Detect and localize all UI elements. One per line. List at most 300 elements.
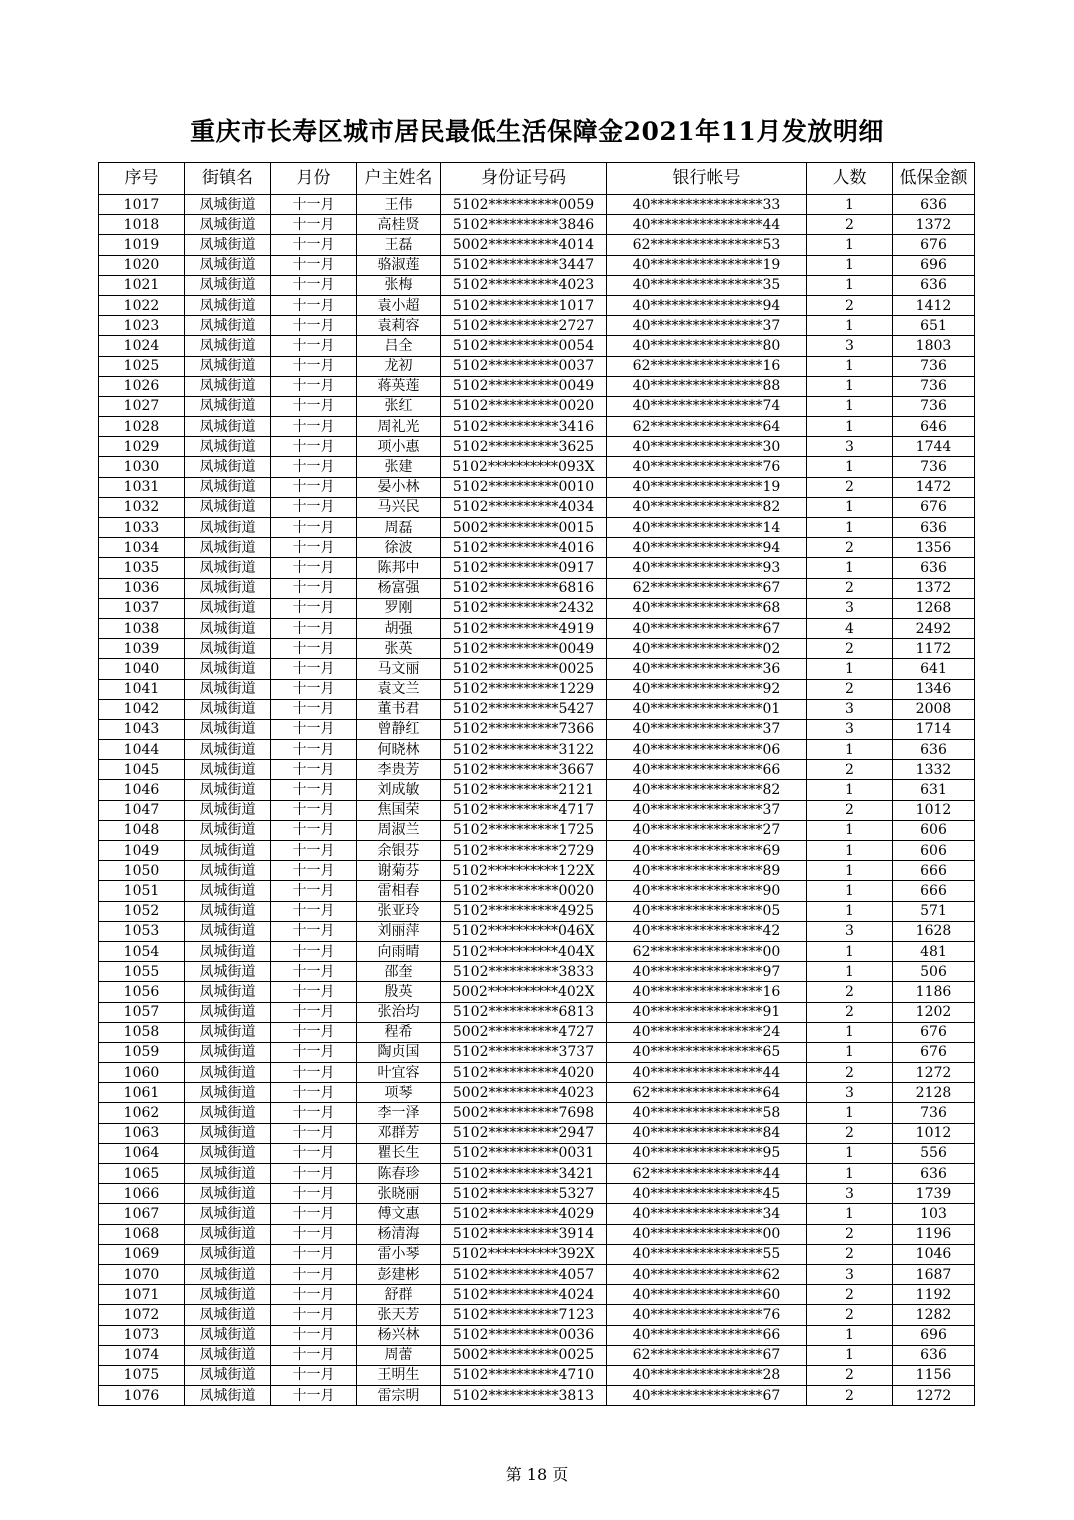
table-row [99, 578, 975, 598]
table-row [99, 275, 975, 295]
table-row [99, 982, 975, 1002]
amount-cell: 641 [893, 659, 975, 679]
street-cell: 凤城街道 [185, 1103, 271, 1123]
people-count-cell: 1 [807, 558, 893, 578]
serial-cell: 1063 [99, 1123, 185, 1143]
month-cell: 十一月 [271, 861, 357, 881]
table-row [99, 1164, 975, 1184]
householder-cell: 雷小琴 [357, 1244, 441, 1264]
amount-cell: 1356 [893, 538, 975, 558]
householder-cell: 王伟 [357, 195, 441, 215]
amount-cell: 1687 [893, 1264, 975, 1284]
header-cell: 人数 [807, 163, 893, 195]
amount-cell: 1739 [893, 1184, 975, 1204]
bank-account-cell: 40****************74 [607, 396, 807, 416]
month-cell: 十一月 [271, 760, 357, 780]
amount-cell: 636 [893, 275, 975, 295]
bank-account-cell: 40****************34 [607, 1204, 807, 1224]
street-cell: 凤城街道 [185, 396, 271, 416]
id-number-cell: 5102**********1017 [441, 295, 607, 315]
id-number-cell: 5102**********1229 [441, 679, 607, 699]
street-cell: 凤城街道 [185, 1042, 271, 1062]
amount-cell: 1192 [893, 1285, 975, 1305]
id-number-cell: 5102**********3914 [441, 1224, 607, 1244]
month-cell: 十一月 [271, 1022, 357, 1042]
serial-cell: 1051 [99, 881, 185, 901]
people-count-cell: 1 [807, 1022, 893, 1042]
serial-cell: 1073 [99, 1325, 185, 1345]
serial-cell: 1022 [99, 295, 185, 315]
month-cell: 十一月 [271, 316, 357, 336]
bank-account-cell: 40****************44 [607, 215, 807, 235]
id-number-cell: 5102**********3667 [441, 760, 607, 780]
householder-cell: 陈邦中 [357, 558, 441, 578]
serial-cell: 1044 [99, 740, 185, 760]
street-cell: 凤城街道 [185, 941, 271, 961]
table-row [99, 659, 975, 679]
amount-cell: 736 [893, 356, 975, 376]
table-row [99, 598, 975, 618]
month-cell: 十一月 [271, 982, 357, 1002]
table-row [99, 215, 975, 235]
id-number-cell: 5102**********3421 [441, 1164, 607, 1184]
serial-cell: 1033 [99, 518, 185, 538]
householder-cell: 何晓林 [357, 740, 441, 760]
table-row [99, 1264, 975, 1284]
id-number-cell: 5102**********3846 [441, 215, 607, 235]
header-cell: 户主姓名 [357, 163, 441, 195]
id-number-cell: 5102**********046X [441, 921, 607, 941]
amount-cell: 636 [893, 1164, 975, 1184]
header-cell: 低保金额 [893, 163, 975, 195]
id-number-cell: 5102**********6816 [441, 578, 607, 598]
people-count-cell: 1 [807, 740, 893, 760]
month-cell: 十一月 [271, 558, 357, 578]
serial-cell: 1017 [99, 195, 185, 215]
bank-account-cell: 62****************44 [607, 1164, 807, 1184]
people-count-cell: 2 [807, 1365, 893, 1385]
serial-cell: 1075 [99, 1365, 185, 1385]
bank-account-cell: 40****************60 [607, 1285, 807, 1305]
serial-cell: 1021 [99, 275, 185, 295]
street-cell: 凤城街道 [185, 1143, 271, 1163]
street-cell: 凤城街道 [185, 558, 271, 578]
amount-cell: 1282 [893, 1305, 975, 1325]
people-count-cell: 2 [807, 982, 893, 1002]
id-number-cell: 5102**********1725 [441, 820, 607, 840]
table-row [99, 941, 975, 961]
month-cell: 十一月 [271, 295, 357, 315]
householder-cell: 李贵芳 [357, 760, 441, 780]
id-number-cell: 5102**********0025 [441, 659, 607, 679]
householder-cell: 傅文惠 [357, 1204, 441, 1224]
bank-account-cell: 40****************16 [607, 982, 807, 1002]
table-body [99, 195, 975, 1406]
id-number-cell: 5102**********3813 [441, 1386, 607, 1406]
bank-account-cell: 40****************68 [607, 598, 807, 618]
amount-cell: 736 [893, 376, 975, 396]
householder-cell: 杨清海 [357, 1224, 441, 1244]
table-row [99, 1022, 975, 1042]
people-count-cell: 2 [807, 1224, 893, 1244]
street-cell: 凤城街道 [185, 841, 271, 861]
people-count-cell: 3 [807, 1264, 893, 1284]
table-row [99, 1345, 975, 1365]
people-count-cell: 2 [807, 1305, 893, 1325]
table-row [99, 558, 975, 578]
serial-cell: 1059 [99, 1042, 185, 1062]
month-cell: 十一月 [271, 962, 357, 982]
bank-account-cell: 40****************94 [607, 295, 807, 315]
table-row [99, 1386, 975, 1406]
id-number-cell: 5102**********4710 [441, 1365, 607, 1385]
serial-cell: 1048 [99, 820, 185, 840]
bank-account-cell: 40****************67 [607, 618, 807, 638]
householder-cell: 周淑兰 [357, 820, 441, 840]
amount-cell: 666 [893, 881, 975, 901]
bank-account-cell: 40****************94 [607, 538, 807, 558]
amount-cell: 1372 [893, 215, 975, 235]
householder-cell: 张梅 [357, 275, 441, 295]
amount-cell: 696 [893, 1325, 975, 1345]
id-number-cell: 5102**********4024 [441, 1285, 607, 1305]
table-row [99, 639, 975, 659]
people-count-cell: 1 [807, 962, 893, 982]
id-number-cell: 5102**********4034 [441, 497, 607, 517]
amount-cell: 696 [893, 255, 975, 275]
header-cell: 银行帐号 [607, 163, 807, 195]
serial-cell: 1040 [99, 659, 185, 679]
street-cell: 凤城街道 [185, 295, 271, 315]
id-number-cell: 5102**********3625 [441, 437, 607, 457]
bank-account-cell: 40****************93 [607, 558, 807, 578]
id-number-cell: 5002**********4727 [441, 1022, 607, 1042]
bank-account-cell: 40****************24 [607, 1022, 807, 1042]
table-row [99, 1123, 975, 1143]
people-count-cell: 2 [807, 215, 893, 235]
householder-cell: 张建 [357, 457, 441, 477]
table-row [99, 316, 975, 336]
bank-account-cell: 40****************84 [607, 1123, 807, 1143]
bank-account-cell: 40****************05 [607, 901, 807, 921]
householder-cell: 余银芬 [357, 841, 441, 861]
householder-cell: 瞿长生 [357, 1143, 441, 1163]
month-cell: 十一月 [271, 820, 357, 840]
page-title: 重庆市长寿区城市居民最低生活保障金2021年11月发放明细 [190, 117, 884, 146]
amount-cell: 1372 [893, 578, 975, 598]
id-number-cell: 5102**********2727 [441, 316, 607, 336]
serial-cell: 1037 [99, 598, 185, 618]
amount-cell: 646 [893, 417, 975, 437]
bank-account-cell: 40****************00 [607, 1224, 807, 1244]
street-cell: 凤城街道 [185, 518, 271, 538]
bank-account-cell: 40****************76 [607, 1305, 807, 1325]
people-count-cell: 1 [807, 497, 893, 517]
table-row [99, 1244, 975, 1264]
bank-account-cell: 40****************88 [607, 376, 807, 396]
bank-account-cell: 40****************37 [607, 800, 807, 820]
amount-cell: 1346 [893, 679, 975, 699]
people-count-cell: 1 [807, 1345, 893, 1365]
people-count-cell: 2 [807, 800, 893, 820]
table-row [99, 1083, 975, 1103]
page-number: 第 18 页 [505, 1465, 569, 1484]
month-cell: 十一月 [271, 497, 357, 517]
month-cell: 十一月 [271, 336, 357, 356]
id-number-cell: 5102**********0031 [441, 1143, 607, 1163]
table-row [99, 1042, 975, 1062]
bank-account-cell: 40****************19 [607, 477, 807, 497]
amount-cell: 636 [893, 1345, 975, 1365]
id-number-cell: 5102**********4925 [441, 901, 607, 921]
people-count-cell: 1 [807, 1143, 893, 1163]
month-cell: 十一月 [271, 215, 357, 235]
table-row [99, 295, 975, 315]
month-cell: 十一月 [271, 1204, 357, 1224]
month-cell: 十一月 [271, 1164, 357, 1184]
people-count-cell: 2 [807, 1002, 893, 1022]
bank-account-cell: 40****************69 [607, 841, 807, 861]
bank-account-cell: 40****************66 [607, 1325, 807, 1345]
id-number-cell: 5102**********093X [441, 457, 607, 477]
month-cell: 十一月 [271, 1184, 357, 1204]
householder-cell: 项琴 [357, 1083, 441, 1103]
table-row [99, 518, 975, 538]
month-cell: 十一月 [271, 1143, 357, 1163]
amount-cell: 1156 [893, 1365, 975, 1385]
householder-cell: 周磊 [357, 518, 441, 538]
householder-cell: 向雨晴 [357, 941, 441, 961]
table-row [99, 356, 975, 376]
householder-cell: 谢菊芬 [357, 861, 441, 881]
serial-cell: 1052 [99, 901, 185, 921]
householder-cell: 叶宜容 [357, 1063, 441, 1083]
serial-cell: 1047 [99, 800, 185, 820]
householder-cell: 罗刚 [357, 598, 441, 618]
householder-cell: 吕全 [357, 336, 441, 356]
amount-cell: 636 [893, 518, 975, 538]
street-cell: 凤城街道 [185, 1325, 271, 1345]
householder-cell: 陶贞国 [357, 1042, 441, 1062]
table-row [99, 1063, 975, 1083]
id-number-cell: 5102**********2947 [441, 1123, 607, 1143]
street-cell: 凤城街道 [185, 921, 271, 941]
table-row [99, 820, 975, 840]
amount-cell: 103 [893, 1204, 975, 1224]
bank-account-cell: 62****************64 [607, 1083, 807, 1103]
table-row [99, 1204, 975, 1224]
bank-account-cell: 40****************37 [607, 719, 807, 739]
month-cell: 十一月 [271, 679, 357, 699]
bank-account-cell: 40****************27 [607, 820, 807, 840]
householder-cell: 张红 [357, 396, 441, 416]
serial-cell: 1070 [99, 1264, 185, 1284]
table-row [99, 1305, 975, 1325]
householder-cell: 雷相春 [357, 881, 441, 901]
table-row [99, 417, 975, 437]
id-number-cell: 5102**********0037 [441, 356, 607, 376]
id-number-cell: 5102**********0020 [441, 881, 607, 901]
serial-cell: 1062 [99, 1103, 185, 1123]
people-count-cell: 1 [807, 659, 893, 679]
table-row [99, 235, 975, 255]
amount-cell: 736 [893, 1103, 975, 1123]
people-count-cell: 1 [807, 901, 893, 921]
street-cell: 凤城街道 [185, 881, 271, 901]
people-count-cell: 1 [807, 376, 893, 396]
table-row [99, 457, 975, 477]
table-row [99, 195, 975, 215]
street-cell: 凤城街道 [185, 699, 271, 719]
header-cell: 身份证号码 [441, 163, 607, 195]
amount-cell: 1272 [893, 1386, 975, 1406]
amount-cell: 631 [893, 780, 975, 800]
bank-account-cell: 40****************42 [607, 921, 807, 941]
bank-account-cell: 40****************45 [607, 1184, 807, 1204]
people-count-cell: 1 [807, 518, 893, 538]
amount-cell: 1202 [893, 1002, 975, 1022]
householder-cell: 陈春珍 [357, 1164, 441, 1184]
amount-cell: 1744 [893, 437, 975, 457]
bank-account-cell: 40****************01 [607, 699, 807, 719]
month-cell: 十一月 [271, 195, 357, 215]
amount-cell: 1172 [893, 639, 975, 659]
people-count-cell: 2 [807, 1123, 893, 1143]
table-row [99, 1143, 975, 1163]
street-cell: 凤城街道 [185, 1063, 271, 1083]
table-row [99, 740, 975, 760]
householder-cell: 邵奎 [357, 962, 441, 982]
people-count-cell: 1 [807, 1042, 893, 1062]
id-number-cell: 5102**********3447 [441, 255, 607, 275]
table-row [99, 1365, 975, 1385]
payment-table [98, 162, 975, 1406]
serial-cell: 1045 [99, 760, 185, 780]
amount-cell: 606 [893, 820, 975, 840]
month-cell: 十一月 [271, 1002, 357, 1022]
people-count-cell: 2 [807, 1244, 893, 1264]
bank-account-cell: 40****************19 [607, 255, 807, 275]
month-cell: 十一月 [271, 417, 357, 437]
people-count-cell: 3 [807, 598, 893, 618]
people-count-cell: 1 [807, 235, 893, 255]
amount-cell: 1412 [893, 295, 975, 315]
amount-cell: 1046 [893, 1244, 975, 1264]
amount-cell: 1272 [893, 1063, 975, 1083]
amount-cell: 1186 [893, 982, 975, 1002]
serial-cell: 1024 [99, 336, 185, 356]
people-count-cell: 2 [807, 1063, 893, 1083]
month-cell: 十一月 [271, 1244, 357, 1264]
street-cell: 凤城街道 [185, 336, 271, 356]
table-row [99, 376, 975, 396]
bank-account-cell: 62****************67 [607, 578, 807, 598]
table-row [99, 618, 975, 638]
month-cell: 十一月 [271, 1305, 357, 1325]
bank-account-cell: 40****************28 [607, 1365, 807, 1385]
people-count-cell: 1 [807, 316, 893, 336]
month-cell: 十一月 [271, 1325, 357, 1345]
people-count-cell: 1 [807, 1164, 893, 1184]
serial-cell: 1042 [99, 699, 185, 719]
id-number-cell: 5102**********5327 [441, 1184, 607, 1204]
bank-account-cell: 40****************82 [607, 497, 807, 517]
serial-cell: 1046 [99, 780, 185, 800]
householder-cell: 彭建彬 [357, 1264, 441, 1284]
people-count-cell: 1 [807, 820, 893, 840]
householder-cell: 张亚玲 [357, 901, 441, 921]
id-number-cell: 5102**********3737 [441, 1042, 607, 1062]
month-cell: 十一月 [271, 921, 357, 941]
bank-account-cell: 40****************89 [607, 861, 807, 881]
id-number-cell: 5102**********0059 [441, 195, 607, 215]
table-row [99, 800, 975, 820]
month-cell: 十一月 [271, 841, 357, 861]
street-cell: 凤城街道 [185, 982, 271, 1002]
people-count-cell: 1 [807, 780, 893, 800]
serial-cell: 1032 [99, 497, 185, 517]
householder-cell: 张治均 [357, 1002, 441, 1022]
people-count-cell: 1 [807, 195, 893, 215]
householder-cell: 李一泽 [357, 1103, 441, 1123]
people-count-cell: 2 [807, 760, 893, 780]
month-cell: 十一月 [271, 477, 357, 497]
table-row [99, 901, 975, 921]
people-count-cell: 4 [807, 618, 893, 638]
bank-account-cell: 62****************67 [607, 1345, 807, 1365]
id-number-cell: 5102**********0054 [441, 336, 607, 356]
people-count-cell: 3 [807, 437, 893, 457]
householder-cell: 王磊 [357, 235, 441, 255]
bank-account-cell: 40****************90 [607, 881, 807, 901]
bank-account-cell: 40****************02 [607, 639, 807, 659]
householder-cell: 龙初 [357, 356, 441, 376]
serial-cell: 1034 [99, 538, 185, 558]
people-count-cell: 2 [807, 295, 893, 315]
serial-cell: 1030 [99, 457, 185, 477]
amount-cell: 571 [893, 901, 975, 921]
id-number-cell: 5102**********4717 [441, 800, 607, 820]
householder-cell: 舒群 [357, 1285, 441, 1305]
header-cell: 月份 [271, 163, 357, 195]
month-cell: 十一月 [271, 901, 357, 921]
householder-cell: 殷英 [357, 982, 441, 1002]
bank-account-cell: 40****************91 [607, 1002, 807, 1022]
serial-cell: 1031 [99, 477, 185, 497]
serial-cell: 1028 [99, 417, 185, 437]
householder-cell: 王明生 [357, 1365, 441, 1385]
serial-cell: 1068 [99, 1224, 185, 1244]
people-count-cell: 3 [807, 719, 893, 739]
householder-cell: 刘成敏 [357, 780, 441, 800]
serial-cell: 1025 [99, 356, 185, 376]
amount-cell: 676 [893, 497, 975, 517]
street-cell: 凤城街道 [185, 598, 271, 618]
street-cell: 凤城街道 [185, 1305, 271, 1325]
street-cell: 凤城街道 [185, 457, 271, 477]
amount-cell: 636 [893, 740, 975, 760]
amount-cell: 651 [893, 316, 975, 336]
street-cell: 凤城街道 [185, 1123, 271, 1143]
people-count-cell: 2 [807, 538, 893, 558]
amount-cell: 556 [893, 1143, 975, 1163]
amount-cell: 1012 [893, 800, 975, 820]
people-count-cell: 2 [807, 578, 893, 598]
people-count-cell: 1 [807, 275, 893, 295]
street-cell: 凤城街道 [185, 861, 271, 881]
serial-cell: 1039 [99, 639, 185, 659]
street-cell: 凤城街道 [185, 376, 271, 396]
